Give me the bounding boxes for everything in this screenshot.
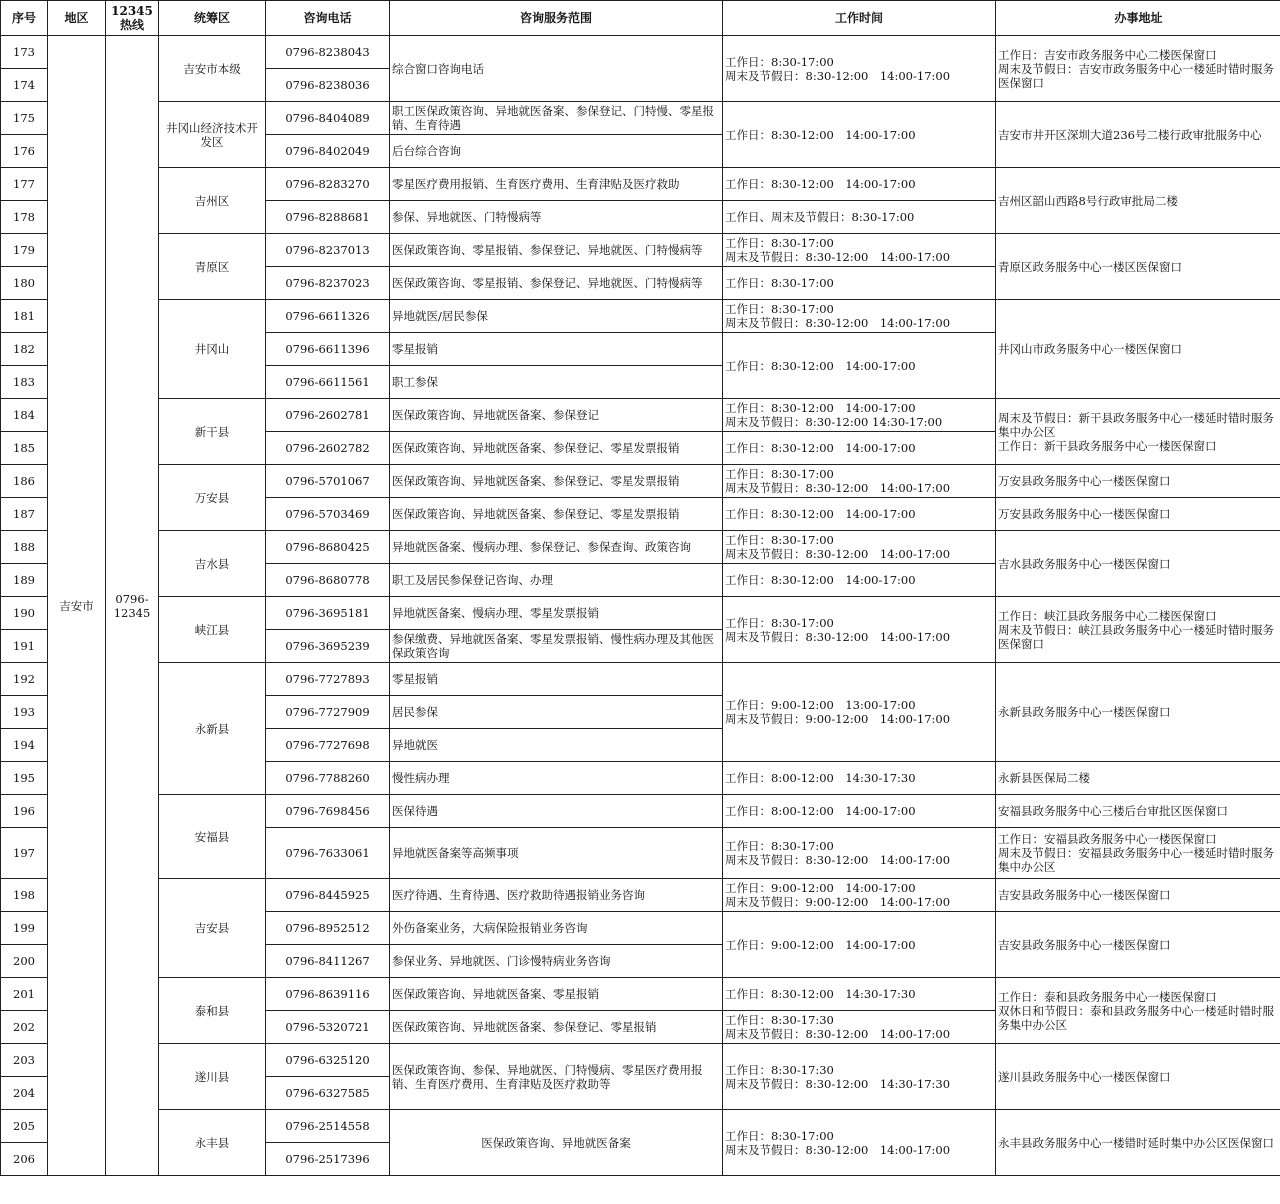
phone-cell: 0796-6327585 <box>266 1077 390 1110</box>
phone-cell: 0796-8238036 <box>266 69 390 102</box>
table-row <box>1 795 1280 828</box>
scope-cell: 零星报销 <box>390 663 723 696</box>
seq-cell: 178 <box>1 201 48 234</box>
table-row <box>1 663 1280 696</box>
scope-cell: 异地就医备案、慢病办理、参保登记、参保查询、政策咨询 <box>390 531 723 564</box>
scope-cell: 慢性病办理 <box>390 762 723 795</box>
address-cell: 吉水县政务服务中心一楼医保窗口 <box>996 531 1280 597</box>
hours-cell: 工作日：8:30-12:00 14:00-17:00 <box>723 168 996 201</box>
seq-cell: 184 <box>1 399 48 432</box>
table-row <box>1 102 1280 135</box>
address-cell: 工作日：峡江县政务服务中心二楼医保窗口 周末及节假日：峡江县政务服务中心一楼延时错时服务医保窗口 <box>996 597 1280 663</box>
seq-cell: 202 <box>1 1011 48 1044</box>
district-cell: 峡江县 <box>159 597 266 663</box>
scope-cell: 外伤备案业务，大病保险报销业务咨询 <box>390 912 723 945</box>
hours-cell: 工作日：8:30-17:00 周末及节假日：8:30-12:00 14:00-17:00 <box>723 828 996 879</box>
table-row <box>1 597 1280 630</box>
seq-cell: 198 <box>1 879 48 912</box>
hours-cell: 工作日：9:00-12:00 14:00-17:00 <box>723 912 996 978</box>
header-hotline: 12345热线 <box>106 1 159 36</box>
phone-cell: 0796-2514558 <box>266 1110 390 1143</box>
hours-cell: 工作日：8:30-17:00 周末及节假日：8:30-12:00 14:00-17:00 <box>723 465 996 498</box>
seq-cell: 206 <box>1 1143 48 1176</box>
address-cell: 青原区政务服务中心一楼区医保窗口 <box>996 234 1280 300</box>
district-cell: 安福县 <box>159 795 266 879</box>
phone-cell: 0796-2602781 <box>266 399 390 432</box>
table-row <box>1 234 1280 267</box>
phone-cell: 0796-8445925 <box>266 879 390 912</box>
seq-cell: 194 <box>1 729 48 762</box>
phone-cell: 0796-8952512 <box>266 912 390 945</box>
scope-cell: 参保业务、异地就医、门诊慢特病业务咨询 <box>390 945 723 978</box>
hours-cell: 工作日：8:30-17:00 <box>723 267 996 300</box>
scope-cell: 异地就医/居民参保 <box>390 300 723 333</box>
address-cell: 周末及节假日：新干县政务服务中心一楼延时错时服务集中办公区 工作日：新干县政务服务中心一楼医保窗口 <box>996 399 1280 465</box>
phone-cell: 0796-8237013 <box>266 234 390 267</box>
scope-cell: 医疗待遇、生育待遇、医疗救助待遇报销业务咨询 <box>390 879 723 912</box>
header-district: 统筹区 <box>159 1 266 36</box>
seq-cell: 181 <box>1 300 48 333</box>
address-cell: 遂川县政务服务中心一楼医保窗口 <box>996 1044 1280 1110</box>
region-cell: 吉安市 <box>48 36 106 1176</box>
district-cell: 新干县 <box>159 399 266 465</box>
address-cell: 永新县政务服务中心一楼医保窗口 <box>996 663 1280 762</box>
table-row <box>1 978 1280 1011</box>
address-cell: 吉州区韶山西路8号行政审批局二楼 <box>996 168 1280 234</box>
hours-cell: 工作日：8:30-12:00 14:30-17:30 <box>723 978 996 1011</box>
address-cell: 安福县政务服务中心三楼后台审批区医保窗口 <box>996 795 1280 828</box>
scope-cell: 医保政策咨询、异地就医备案、参保登记、零星发票报销 <box>390 465 723 498</box>
scope-cell: 异地就医 <box>390 729 723 762</box>
district-cell: 永新县 <box>159 663 266 795</box>
seq-cell: 201 <box>1 978 48 1011</box>
district-cell: 井冈山 <box>159 300 266 399</box>
hours-cell: 工作日：8:30-17:00 周末及节假日：8:30-12:00 14:00-17:00 <box>723 531 996 564</box>
hours-cell: 工作日：9:00-12:00 14:00-17:00 周末及节假日：9:00-12:00 14:00-17:00 <box>723 879 996 912</box>
scope-cell: 医保政策咨询、异地就医备案 <box>390 1110 723 1176</box>
district-cell: 井冈山经济技术开发区 <box>159 102 266 168</box>
table-row <box>1 1044 1280 1077</box>
hours-cell: 工作日：8:30-17:30 周末及节假日：8:30-12:00 14:00-17:00 <box>723 1011 996 1044</box>
table-row <box>1 399 1280 432</box>
table-row <box>1 531 1280 564</box>
seq-cell: 179 <box>1 234 48 267</box>
district-cell: 吉安县 <box>159 879 266 978</box>
table-row <box>1 36 1280 69</box>
scope-cell: 职工医保政策咨询、异地就医备案、参保登记、门特慢、零星报销、生育待遇 <box>390 102 723 135</box>
phone-cell: 0796-8402049 <box>266 135 390 168</box>
phone-cell: 0796-8680425 <box>266 531 390 564</box>
scope-cell: 职工及居民参保登记咨询、办理 <box>390 564 723 597</box>
phone-cell: 0796-5320721 <box>266 1011 390 1044</box>
scope-cell: 异地就医备案、慢病办理、零星发票报销 <box>390 597 723 630</box>
scope-cell: 医保政策咨询、零星报销、参保登记、异地就医、门特慢病等 <box>390 234 723 267</box>
phone-cell: 0796-7727893 <box>266 663 390 696</box>
phone-cell: 0796-8639116 <box>266 978 390 1011</box>
scope-cell: 医保政策咨询、异地就医备案、零星报销 <box>390 978 723 1011</box>
hours-cell: 工作日：8:30-12:00 14:00-17:00 <box>723 102 996 168</box>
seq-cell: 190 <box>1 597 48 630</box>
hours-cell: 工作日：8:30-12:00 14:00-17:00 <box>723 564 996 597</box>
hours-cell: 工作日：8:30-17:00 周末及节假日：8:30-12:00 14:00-17:00 <box>723 36 996 102</box>
phone-cell: 0796-2517396 <box>266 1143 390 1176</box>
hours-cell: 工作日：8:30-12:00 14:00-17:00 <box>723 432 996 465</box>
phone-cell: 0796-8680778 <box>266 564 390 597</box>
table-row <box>1 1110 1280 1143</box>
address-cell: 万安县政务服务中心一楼医保窗口 <box>996 465 1280 498</box>
hours-cell: 工作日：8:30-17:00 周末及节假日：8:30-12:00 14:00-17:00 <box>723 1110 996 1176</box>
district-cell: 吉水县 <box>159 531 266 597</box>
header-seq: 序号 <box>1 1 48 36</box>
seq-cell: 185 <box>1 432 48 465</box>
phone-cell: 0796-8238043 <box>266 36 390 69</box>
seq-cell: 193 <box>1 696 48 729</box>
seq-cell: 197 <box>1 828 48 879</box>
phone-cell: 0796-8404089 <box>266 102 390 135</box>
hours-cell: 工作日：8:30-17:00 周末及节假日：8:30-12:00 14:00-17:00 <box>723 234 996 267</box>
seq-cell: 205 <box>1 1110 48 1143</box>
seq-cell: 204 <box>1 1077 48 1110</box>
seq-cell: 189 <box>1 564 48 597</box>
scope-cell: 医保政策咨询、异地就医备案、参保登记 <box>390 399 723 432</box>
scope-cell: 参保缴费、异地就医备案、零星发票报销、慢性病办理及其他医保政策咨询 <box>390 630 723 663</box>
scope-cell: 综合窗口咨询电话 <box>390 36 723 102</box>
scope-cell: 医保政策咨询、异地就医备案、参保登记、零星报销 <box>390 1011 723 1044</box>
seq-cell: 175 <box>1 102 48 135</box>
hours-cell: 工作日：8:30-17:00 周末及节假日：8:30-12:00 14:00-17:00 <box>723 300 996 333</box>
hours-cell: 工作日：9:00-12:00 13:00-17:00 周末及节假日：9:00-12:00 14:00-17:00 <box>723 663 996 762</box>
phone-cell: 0796-6611396 <box>266 333 390 366</box>
seq-cell: 199 <box>1 912 48 945</box>
phone-cell: 0796-7727698 <box>266 729 390 762</box>
phone-cell: 0796-8283270 <box>266 168 390 201</box>
scope-cell: 零星医疗费用报销、生育医疗费用、生育津贴及医疗救助 <box>390 168 723 201</box>
phone-cell: 0796-8237023 <box>266 267 390 300</box>
hours-cell: 工作日：8:00-12:00 14:30-17:30 <box>723 762 996 795</box>
phone-cell: 0796-6611561 <box>266 366 390 399</box>
district-cell: 泰和县 <box>159 978 266 1044</box>
district-cell: 青原区 <box>159 234 266 300</box>
seq-cell: 196 <box>1 795 48 828</box>
seq-cell: 182 <box>1 333 48 366</box>
table-row <box>1 300 1280 333</box>
hours-cell: 工作日：8:30-17:00 周末及节假日：8:30-12:00 14:00-17:00 <box>723 597 996 663</box>
scope-cell: 医保政策咨询、参保、异地就医、门特慢病、零星医疗费用报销、生育医疗费用、生育津贴及医疗救助等 <box>390 1044 723 1110</box>
seq-cell: 191 <box>1 630 48 663</box>
seq-cell: 174 <box>1 69 48 102</box>
header-row <box>1 1 1280 36</box>
scope-cell: 医保政策咨询、零星报销、参保登记、异地就医、门特慢病等 <box>390 267 723 300</box>
hours-cell: 工作日：8:00-12:00 14:00-17:00 <box>723 795 996 828</box>
phone-cell: 0796-7727909 <box>266 696 390 729</box>
scope-cell: 后台综合咨询 <box>390 135 723 168</box>
district-cell: 吉安市本级 <box>159 36 266 102</box>
address-cell: 吉安县政务服务中心一楼医保窗口 <box>996 879 1280 912</box>
header-scope: 咨询服务范围 <box>390 1 723 36</box>
seq-cell: 186 <box>1 465 48 498</box>
address-cell: 工作日：泰和县政务服务中心一楼医保窗口 双休日和节假日：泰和县政务服务中心一楼延时错时服务集中办公区 <box>996 978 1280 1044</box>
seq-cell: 176 <box>1 135 48 168</box>
table-row <box>1 879 1280 912</box>
scope-cell: 医保政策咨询、异地就医备案、参保登记、零星发票报销 <box>390 432 723 465</box>
hours-cell: 工作日：8:30-12:00 14:00-17:00 <box>723 333 996 399</box>
phone-cell: 0796-2602782 <box>266 432 390 465</box>
scope-cell: 医保政策咨询、异地就医备案、参保登记、零星发票报销 <box>390 498 723 531</box>
header-address: 办事地址 <box>996 1 1280 36</box>
scope-cell: 异地就医备案等高频事项 <box>390 828 723 879</box>
scope-cell: 参保、异地就医、门特慢病等 <box>390 201 723 234</box>
header-hours: 工作时间 <box>723 1 996 36</box>
phone-cell: 0796-7788260 <box>266 762 390 795</box>
district-cell: 吉州区 <box>159 168 266 234</box>
phone-cell: 0796-5701067 <box>266 465 390 498</box>
hours-cell: 工作日：8:30-17:30 周末及节假日：8:30-12:00 14:30-17:30 <box>723 1044 996 1110</box>
phone-cell: 0796-3695239 <box>266 630 390 663</box>
district-cell: 万安县 <box>159 465 266 531</box>
district-cell: 永丰县 <box>159 1110 266 1176</box>
phone-cell: 0796-6611326 <box>266 300 390 333</box>
address-cell: 吉安市井开区深圳大道236号二楼行政审批服务中心 <box>996 102 1280 168</box>
phone-cell: 0796-5703469 <box>266 498 390 531</box>
address-cell: 吉安县政务服务中心一楼医保窗口 <box>996 912 1280 978</box>
phone-cell: 0796-8411267 <box>266 945 390 978</box>
phone-cell: 0796-7633061 <box>266 828 390 879</box>
hotline-cell: 0796- 12345 <box>106 36 159 1176</box>
district-cell: 遂川县 <box>159 1044 266 1110</box>
seq-cell: 195 <box>1 762 48 795</box>
table-row <box>1 168 1280 201</box>
header-region: 地区 <box>48 1 106 36</box>
seq-cell: 200 <box>1 945 48 978</box>
seq-cell: 183 <box>1 366 48 399</box>
scope-cell: 零星报销 <box>390 333 723 366</box>
address-cell: 工作日：吉安市政务服务中心二楼医保窗口 周末及节假日：吉安市政务服务中心一楼延时错时服务医保窗口 <box>996 36 1280 102</box>
address-cell: 永新县医保局二楼 <box>996 762 1280 795</box>
seq-cell: 173 <box>1 36 48 69</box>
address-cell: 永丰县政务服务中心一楼错时延时集中办公区医保窗口 <box>996 1110 1280 1176</box>
phone-cell: 0796-7698456 <box>266 795 390 828</box>
seq-cell: 187 <box>1 498 48 531</box>
scope-cell: 居民参保 <box>390 696 723 729</box>
seq-cell: 177 <box>1 168 48 201</box>
seq-cell: 188 <box>1 531 48 564</box>
phone-cell: 0796-3695181 <box>266 597 390 630</box>
phone-cell: 0796-8288681 <box>266 201 390 234</box>
scope-cell: 职工参保 <box>390 366 723 399</box>
address-cell: 工作日：安福县政务服务中心一楼医保窗口 周末及节假日：安福县政务服务中心一楼延时错时服务集中办公区 <box>996 828 1280 879</box>
header-phone: 咨询电话 <box>266 1 390 36</box>
phone-cell: 0796-6325120 <box>266 1044 390 1077</box>
address-cell: 万安县政务服务中心一楼医保窗口 <box>996 498 1280 531</box>
table-row <box>1 465 1280 498</box>
hours-cell: 工作日：8:30-12:00 14:00-17:00 <box>723 498 996 531</box>
scope-cell: 医保待遇 <box>390 795 723 828</box>
seq-cell: 192 <box>1 663 48 696</box>
hours-cell: 工作日：8:30-12:00 14:00-17:00 周末及节假日：8:30-12:00 14:30-17:00 <box>723 399 996 432</box>
seq-cell: 203 <box>1 1044 48 1077</box>
address-cell: 井冈山市政务服务中心一楼医保窗口 <box>996 300 1280 399</box>
seq-cell: 180 <box>1 267 48 300</box>
hours-cell: 工作日、周末及节假日：8:30-17:00 <box>723 201 996 234</box>
